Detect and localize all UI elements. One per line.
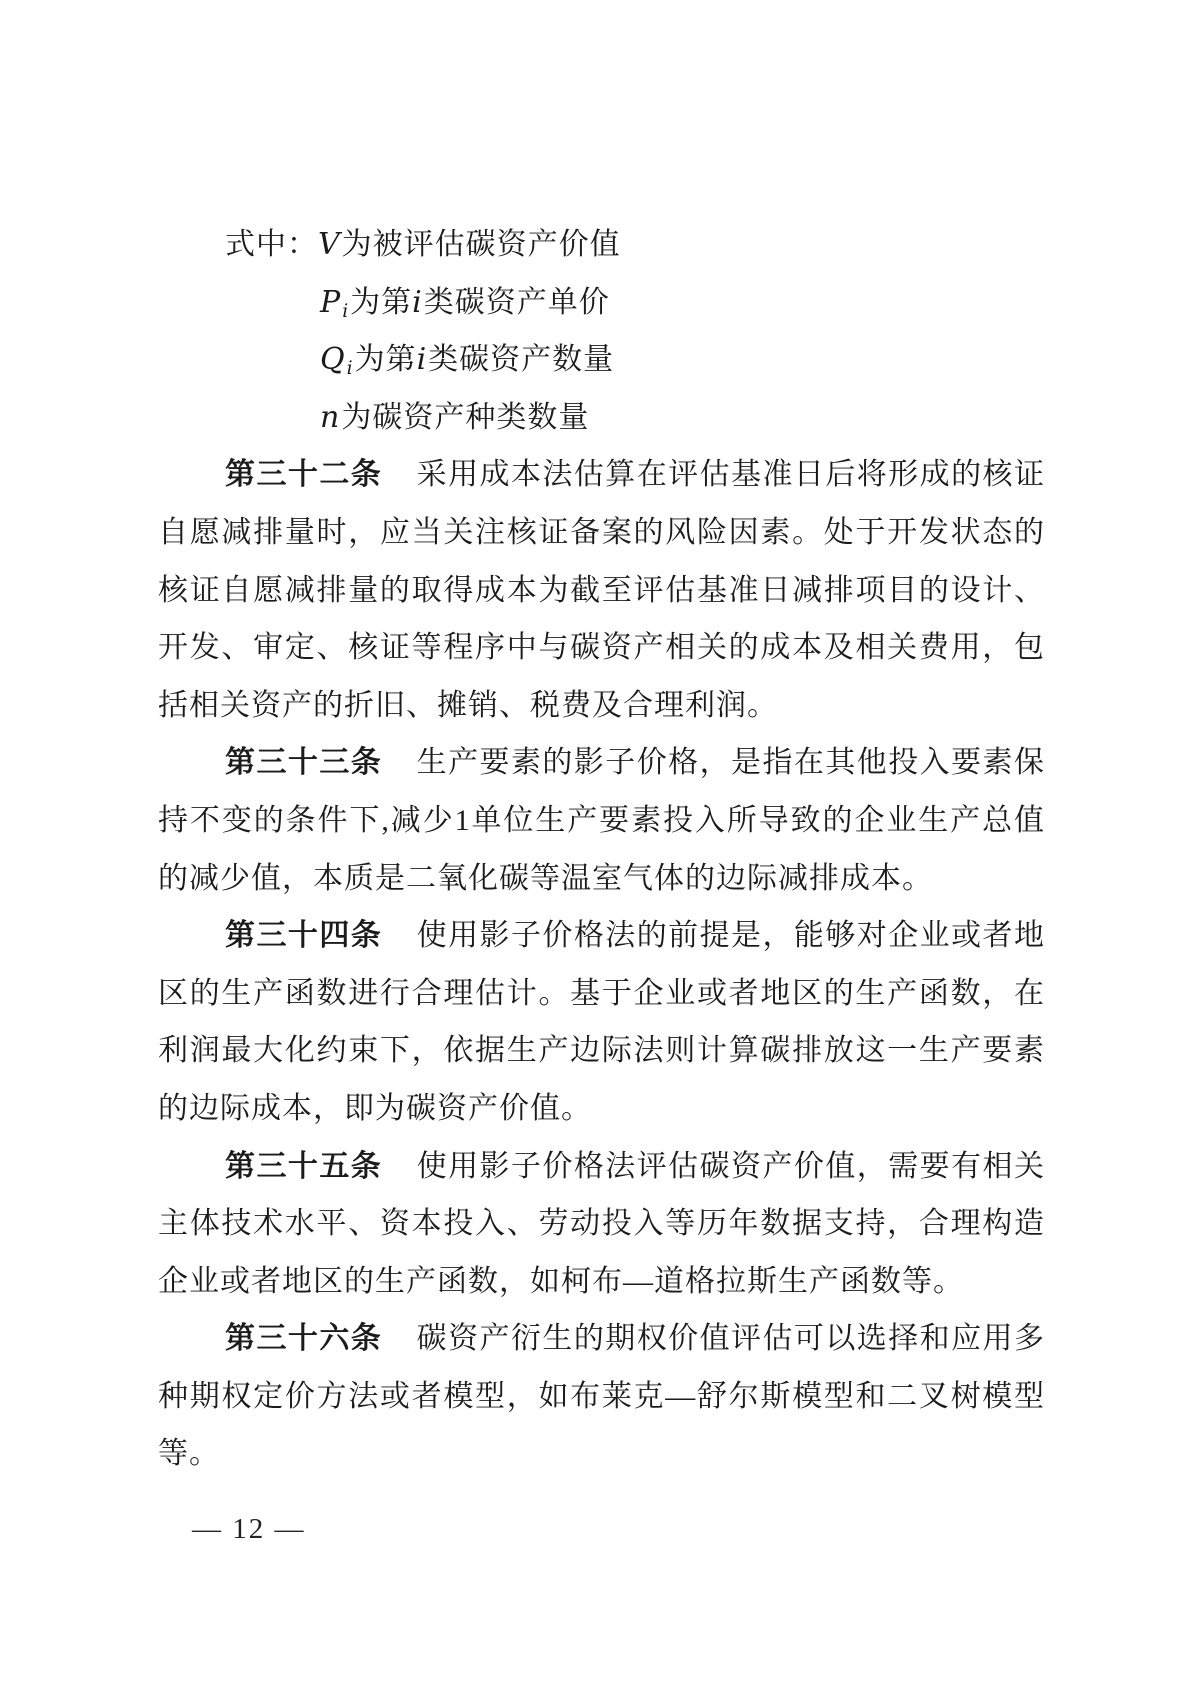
article-text: 使用影子价格法评估碳资产价值，需要有相关	[416, 1149, 1046, 1183]
article-text: 自愿减排量时，应当关注核证备案的风险因素。处于开发状态的	[158, 515, 1045, 549]
math-variable-i: i	[416, 342, 427, 378]
math-variable-n: n	[320, 399, 340, 435]
article-text: 生产要素的影子价格，是指在其他投入要素保	[416, 746, 1046, 780]
article-35-line-1	[158, 1138, 1045, 1196]
article-number: 第三十六条	[225, 1322, 383, 1356]
math-subscript-i: i	[342, 300, 349, 322]
formula-key-desc: 为被评估碳资产价值	[341, 228, 621, 261]
text-block	[158, 216, 1045, 1483]
article-32-line-5	[158, 677, 1045, 735]
article-text: 等。	[158, 1437, 220, 1471]
math-variable-i: i	[412, 284, 422, 320]
article-33-line-3	[158, 850, 1045, 908]
formula-key-line-Q	[158, 331, 1045, 389]
article-text: 企业或者地区的生产函数，如柯布—道格拉斯生产函数等。	[158, 1264, 964, 1298]
article-text: 采用成本法估算在评估基准日后将形成的核证	[416, 458, 1046, 492]
article-number: 第三十四条	[225, 919, 383, 953]
article-33-line-2	[158, 792, 1045, 850]
article-text: 区的生产函数进行合理估计。基于企业或者地区的生产函数，在	[158, 976, 1045, 1010]
article-text: 主体技术水平、资本投入、劳动投入等历年数据支持，合理构造	[158, 1207, 1045, 1241]
article-36-line-3	[158, 1425, 1045, 1483]
article-text: 的减少值，本质是二氧化碳等温室气体的边际减排成本。	[158, 861, 933, 895]
article-34-line-2	[158, 965, 1045, 1023]
article-34-line-1	[158, 907, 1045, 965]
formula-key-desc: 为第	[354, 343, 417, 377]
formula-key-label: 式中：	[225, 228, 318, 261]
article-32-line-4	[158, 619, 1045, 677]
formula-key-line-P	[158, 274, 1045, 332]
formula-key-desc: 为第	[350, 285, 413, 319]
article-text: 括相关资产的折旧、摊销、税费及合理利润。	[158, 688, 778, 722]
article-number: 第三十二条	[225, 458, 383, 492]
article-text: 开发、审定、核证等程序中与碳资产相关的成本及相关费用，包	[158, 631, 1045, 665]
article-text: 碳资产衍生的期权价值评估可以选择和应用多	[416, 1322, 1046, 1356]
article-36-line-2	[158, 1368, 1045, 1426]
formula-key-intro-line	[158, 216, 1045, 274]
math-subscript-i: i	[346, 358, 353, 380]
article-36-line-1	[158, 1310, 1045, 1368]
article-text: 核证自愿减排量的取得成本为截至评估基准日减排项目的设计、	[158, 573, 1045, 607]
article-number: 第三十三条	[225, 746, 383, 780]
article-text: 持不变的条件下,减少1单位生产要素投入所导致的企业生产总值	[158, 803, 1045, 837]
formula-key-line-n	[158, 389, 1045, 447]
article-32-line-1	[158, 446, 1045, 504]
article-32-line-2	[158, 504, 1045, 562]
article-32-line-3	[158, 562, 1045, 620]
formula-key-desc: 类碳资产数量	[428, 343, 615, 377]
article-text: 利润最大化约束下，依据生产边际法则计算碳排放这一生产要素	[158, 1034, 1045, 1068]
article-34-line-4	[158, 1080, 1045, 1138]
article-33-line-1	[158, 734, 1045, 792]
formula-key-desc: 类碳资产单价	[423, 285, 610, 319]
article-number: 第三十五条	[225, 1149, 383, 1183]
article-35-line-2	[158, 1195, 1045, 1253]
article-34-line-3	[158, 1022, 1045, 1080]
math-variable-P: P	[320, 284, 341, 320]
article-text: 使用影子价格法的前提是，能够对企业或者地	[416, 919, 1046, 953]
formula-key-desc: 为碳资产种类数量	[341, 400, 590, 434]
article-text: 种期权定价方法或者模型，如布莱克—舒尔斯模型和二叉树模型	[158, 1379, 1045, 1413]
math-variable-V: V	[318, 227, 340, 262]
article-35-line-3	[158, 1253, 1045, 1311]
article-text: 的边际成本，即为碳资产价值。	[158, 1091, 592, 1125]
math-variable-Q: Q	[320, 342, 345, 378]
page-number: — 12 —	[192, 1513, 306, 1545]
